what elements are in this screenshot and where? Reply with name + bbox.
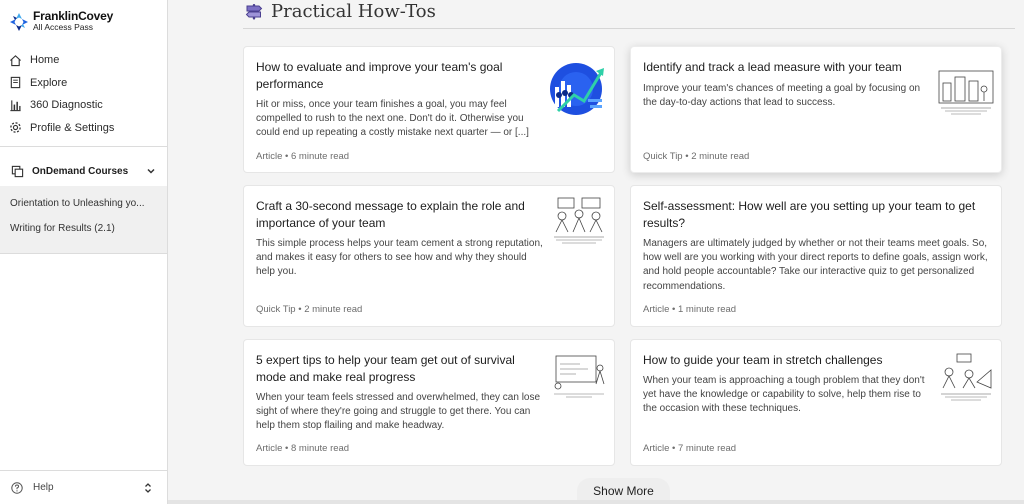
section-title: Practical How-Tos bbox=[271, 1, 436, 22]
cartoon-illustration bbox=[937, 352, 995, 410]
help-menu[interactable] bbox=[0, 470, 167, 504]
sidebar bbox=[0, 0, 168, 504]
sidebar-divider bbox=[0, 146, 167, 147]
course-item-writing-for-results[interactable]: Writing for Results (2.1) bbox=[10, 223, 115, 234]
ondemand-courses-label: OnDemand Courses bbox=[32, 165, 129, 177]
article-card[interactable] bbox=[630, 46, 1002, 173]
card-meta: Quick Tip • 2 minute read bbox=[643, 151, 750, 162]
article-card[interactable] bbox=[630, 339, 1002, 466]
nav-item-home[interactable] bbox=[0, 49, 167, 72]
card-description: This simple process helps your team cement a strong reputation, and makes it easy for others to see how and why they should help you. bbox=[256, 238, 543, 278]
cartoon-illustration bbox=[550, 346, 608, 404]
franklincovey-logo-icon bbox=[9, 12, 29, 32]
book-icon bbox=[9, 76, 22, 89]
main-nav bbox=[0, 49, 167, 139]
card-meta: Article • 1 minute read bbox=[643, 304, 737, 315]
question-icon bbox=[11, 482, 23, 494]
card-description: When your team feels stressed and overwhelmed, they can lose sight of where they're going and struggle to get there. You can help them stop flailing and make headway. bbox=[256, 392, 541, 432]
card-description: Hit or miss, once your team finishes a goal, you may feel compelled to rush to the next one. Don't do it. Otherwise you could end up repeating a costly mistake next quarter — or [...] bbox=[256, 99, 529, 139]
card-title: Craft a 30-second message to explain the role and importance of your team bbox=[256, 199, 525, 230]
brand-subtitle: All Access Pass bbox=[33, 22, 93, 32]
card-description: Improve your team's chances of meeting a goal by focusing on the day-to-day actions that lead to success. bbox=[643, 83, 921, 109]
brand-name: FranklinCovey bbox=[33, 9, 114, 23]
help-label: Help bbox=[33, 482, 54, 493]
card-title: 5 expert tips to help your team get out of survival mode and make real progress bbox=[256, 353, 515, 384]
nav-label-360-diagnostic: 360 Diagnostic bbox=[30, 99, 103, 112]
card-description: Managers are ultimately judged by whether or not their teams meet goals. So, how well are you working with your direct reports to define goals, assign work, and hold people accountable? Take our interactive quiz to get personalized recommendations. bbox=[643, 238, 988, 292]
show-more-button[interactable]: Show More bbox=[577, 478, 670, 504]
goal-chart-illustration bbox=[550, 59, 608, 117]
ondemand-courses-toggle[interactable] bbox=[0, 159, 167, 183]
chevron-down-icon bbox=[146, 166, 156, 176]
nav-item-explore[interactable] bbox=[0, 72, 167, 95]
expand-collapse-icon bbox=[144, 482, 152, 494]
card-meta: Article • 8 minute read bbox=[256, 443, 350, 454]
article-card[interactable] bbox=[243, 46, 615, 173]
cartoon-illustration bbox=[550, 194, 608, 252]
card-title: Self-assessment: How well are you setting up your team to get results? bbox=[643, 199, 976, 230]
card-description: When your team is approaching a tough problem that they don't yet have the knowledge or capability to solve, help them rise to the occasion with these techniques. bbox=[643, 375, 925, 415]
course-stack-icon bbox=[11, 165, 24, 178]
nav-label-home: Home bbox=[30, 54, 60, 67]
nav-item-profile-settings[interactable] bbox=[0, 117, 167, 140]
nav-item-360-diagnostic[interactable] bbox=[0, 94, 167, 117]
cartoon-illustration bbox=[937, 65, 995, 123]
horizontal-scrollbar[interactable] bbox=[168, 500, 1024, 504]
section-header bbox=[243, 0, 1015, 29]
article-card[interactable] bbox=[243, 339, 615, 466]
sidebar-divider bbox=[0, 253, 167, 254]
card-title: How to guide your team in stretch challenges bbox=[643, 353, 883, 367]
nav-label-explore: Explore bbox=[30, 76, 68, 89]
bar-chart-icon bbox=[9, 99, 22, 112]
signpost-icon bbox=[245, 3, 263, 20]
card-meta: Article • 7 minute read bbox=[643, 443, 737, 454]
home-icon bbox=[9, 54, 22, 67]
article-card[interactable] bbox=[243, 185, 615, 327]
card-meta: Quick Tip • 2 minute read bbox=[256, 304, 363, 315]
course-list bbox=[0, 186, 167, 253]
course-item-orientation[interactable]: Orientation to Unleashing yo... bbox=[10, 198, 145, 209]
gear-icon bbox=[9, 121, 22, 134]
article-card[interactable] bbox=[630, 185, 1002, 327]
card-title: How to evaluate and improve your team's goal performance bbox=[256, 60, 503, 91]
card-title: Identify and track a lead measure with your team bbox=[643, 60, 902, 74]
nav-label-profile-settings: Profile & Settings bbox=[30, 121, 115, 134]
brand-logo[interactable] bbox=[9, 10, 113, 36]
card-meta: Article • 6 minute read bbox=[256, 151, 350, 162]
